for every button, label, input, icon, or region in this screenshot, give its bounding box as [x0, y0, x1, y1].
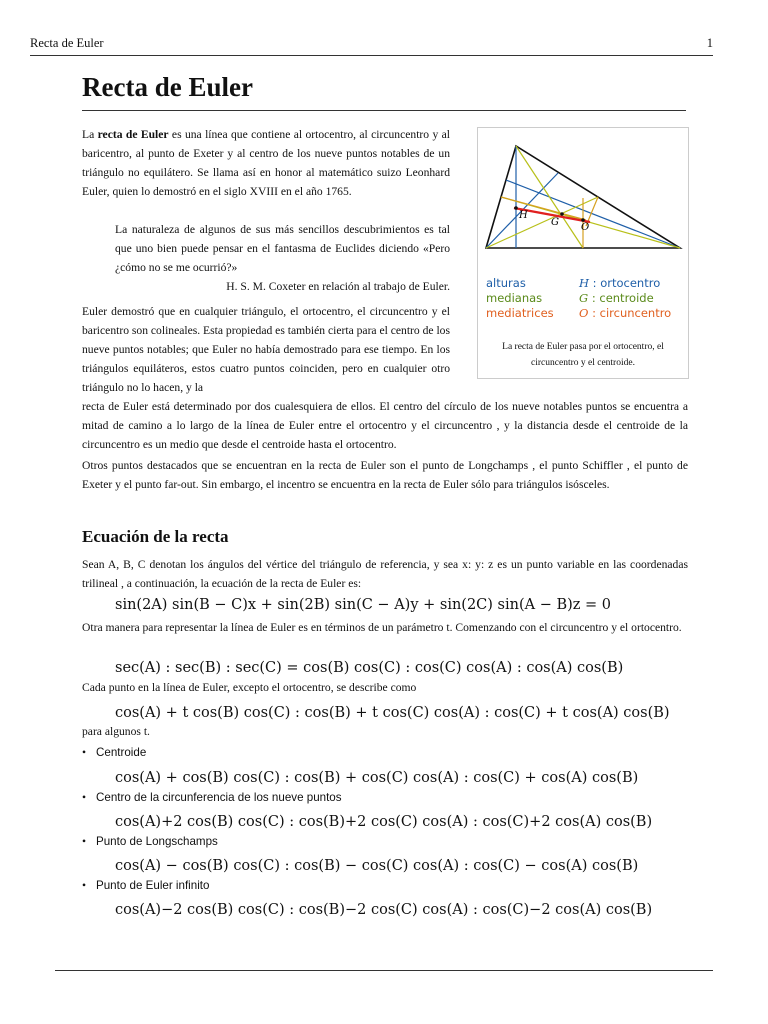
bullet-centroide: • Centroide — [82, 746, 147, 759]
bullet-longschamps: • Punto de Longschamps — [82, 835, 218, 848]
orthocenter-point — [514, 206, 518, 210]
legend-circuncentro — [579, 306, 671, 321]
legend-mediatrices: mediatrices — [486, 306, 554, 320]
equation-centroide: cos(A) + cos(B) cos(C) : cos(B) + cos(C) cos(A) : cos(C) + cos(A) cos(B) — [115, 770, 639, 786]
intro-paragraph — [82, 125, 450, 201]
bullet-nueve-puntos: • Centro de la circunferencia de los nueve puntos — [82, 791, 342, 804]
altitude-line — [506, 180, 680, 248]
legend-row-medianas — [486, 291, 682, 306]
legend-desc-g: : centroide — [588, 291, 654, 305]
equation-nueve-puntos: cos(A)+2 cos(B) cos(C) : cos(B)+2 cos(C) cos(A) : cos(C)+2 cos(A) cos(B) — [115, 814, 653, 830]
running-header — [30, 36, 713, 51]
legend-sym-o: O — [579, 306, 589, 320]
section-paragraph-2: Otra manera para representar la línea de Euler es en términos de un parámetro t. Comenzando con el circuncentro y el ortocentro. — [82, 621, 682, 634]
legend-desc-o: : circuncentro — [588, 306, 672, 320]
legend-row-alturas — [486, 276, 682, 291]
equation-3: cos(A) + t cos(B) cos(C) : cos(B) + t cos(C) cos(A) : cos(C) + t cos(A) cos(B) — [115, 705, 670, 721]
paragraph-3: Otros puntos destacados que se encuentran en la recta de Euler son el punto de Longchamps , el punto Schiffler , el punto de Exeter y el punto far-out. Sin embargo, el incentro se encuentra en la recta de Euler sólo para triángulos isósceles. — [82, 459, 688, 491]
bullet-label: Centroide — [96, 746, 147, 759]
figure-legend — [486, 276, 682, 321]
coxeter-quote: La naturaleza de algunos de sus más sencillos descubrimientos es tal que uno bien puede pensar en el fantasma de Euclides diciendo «Pero ¿cómo no se me ocurrió?» — [115, 223, 450, 274]
equation-euler-infinito: cos(A)−2 cos(B) cos(C) : cos(B)−2 cos(C) cos(A) : cos(C)−2 cos(A) cos(B) — [115, 902, 653, 918]
legend-centroide — [579, 291, 654, 306]
legend-sym-h: H — [579, 276, 590, 290]
bullet-label: Punto de Longschamps — [96, 835, 218, 848]
centroid-point — [560, 212, 564, 216]
legend-sym-g: G — [579, 291, 589, 305]
legend-desc-h: : ortocentro — [589, 276, 661, 290]
page-title: Recta de Euler — [82, 72, 253, 102]
footer-rule — [55, 970, 713, 971]
section-paragraph-3: Cada punto en la línea de Euler, excepto el ortocentro, se describe como — [82, 681, 417, 694]
section-paragraph-1: Sean A, B, C denotan los ángulos del vértice del triángulo de referencia, y sea x: y: z es un punto variable en las coordenadas trilineal , a continuación, la ecuación de la recta de Euler es: — [82, 558, 688, 590]
running-title: Recta de Euler — [30, 36, 104, 50]
triangle-diagram — [478, 128, 688, 273]
page-number: 1 — [706, 36, 713, 50]
section-paragraph-4: para algunos t. — [82, 725, 150, 738]
label-g: G — [551, 217, 559, 228]
intro-term: recta de Euler — [97, 128, 169, 141]
label-o: O — [581, 222, 590, 233]
paragraph-2-full: recta de Euler está determinado por dos cualesquiera de ellos. El centro del círculo de los nueve notables puntos se encuentra a mitad de camino a lo largo de la línea de Euler entre el ortocentro y el circuncentro , y la distancia desde el centroide de la circuncentro es un medio que desde el centroide hasta el ortocentro. — [82, 400, 688, 451]
section-title: Ecuación de la recta — [82, 527, 229, 546]
bullet-label: Punto de Euler infinito — [96, 879, 210, 892]
header-rule — [30, 55, 713, 56]
median-line — [516, 146, 583, 248]
legend-ortocentro — [579, 276, 660, 291]
quote-attribution: H. S. M. Coxeter en relación al trabajo de Euler. — [226, 280, 450, 293]
legend-row-mediatrices — [486, 306, 682, 321]
figure-caption: La recta de Euler pasa por el ortocentro, el circuncentro y el centroide. — [502, 342, 664, 368]
bullet-label: Centro de la circunferencia de los nueve puntos — [96, 791, 342, 804]
legend-alturas: alturas — [486, 276, 526, 290]
paragraph-2-left: Euler demostró que en cualquier triángulo, el ortocentro, el circuncentro y el baricentro son colineales. Esta propiedad es también cierta para el centro de los nueve puntos notables; que Euler no había demostrado para ese tiempo. En los triángulos equiláteros, estos cuatro puntos coinciden, pero en cualquier otro triángulo no lo hacen, y la — [82, 305, 450, 394]
label-h: H — [519, 210, 528, 221]
bullet-euler-infinito: • Punto de Euler infinito — [82, 879, 210, 892]
intro-rest: es una línea que contiene al ortocentro, al circuncentro y al baricentro, al punto de Exeter y al centro de los nueve puntos notables de un triángulo no equilátero. Se llama así en honor al matemático suizo Leonhard Euler, quien lo demostró en el siglo XVIII en el año 1765. — [82, 128, 450, 198]
equation-2: sec(A) : sec(B) : sec(C) = cos(B) cos(C) : cos(C) cos(A) : cos(A) cos(B) — [115, 660, 624, 676]
title-rule — [82, 110, 686, 111]
intro-lead: La — [82, 128, 95, 141]
euler-line-figure — [477, 127, 689, 379]
equation-longschamps: cos(A) − cos(B) cos(C) : cos(B) − cos(C) cos(A) : cos(C) − cos(A) cos(B) — [115, 858, 639, 874]
equation-1: sin(2A) sin(B − C)x + sin(2B) sin(C − A)y + sin(2C) sin(A − B)z = 0 — [115, 597, 611, 613]
legend-medianas: medianas — [486, 291, 543, 305]
